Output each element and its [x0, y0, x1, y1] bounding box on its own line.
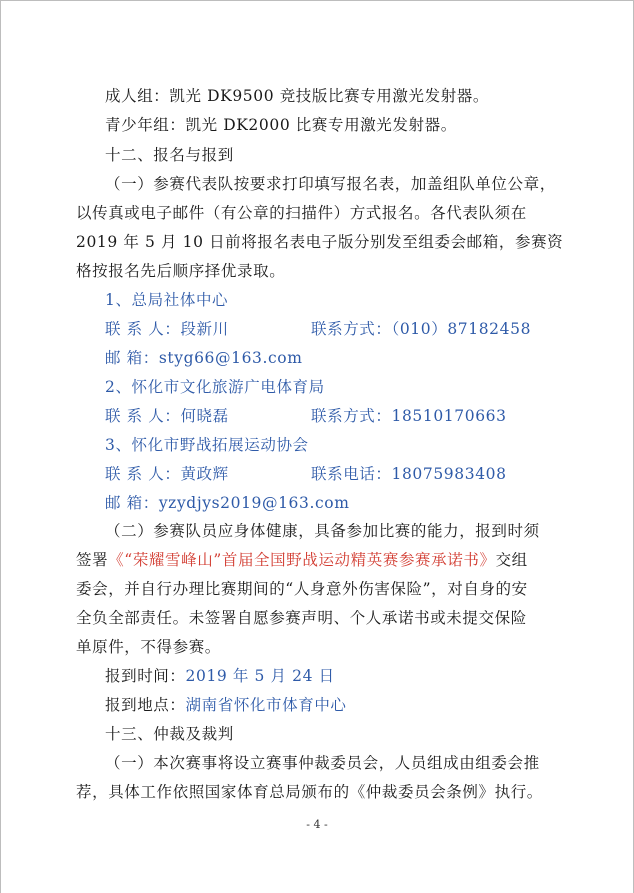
paragraph-1-line-4: 格按报名先后顺序择优录取。	[76, 262, 286, 280]
adult-group-line: 成人组：凯光 DK9500 竞技版比赛专用激光发射器。	[105, 87, 490, 105]
checkin-place-line	[105, 695, 347, 715]
checkin-time-label: 报到时间：	[105, 667, 186, 685]
paragraph-2-sign-text: 签署	[76, 551, 109, 569]
org-3-contact-phone: 联系电话：18075983408	[311, 465, 507, 483]
org-3-email: 邮 箱：yzydjys2019@163.com	[105, 494, 350, 512]
paragraph-2-line-4: 全负全部责任。未签署自愿参赛声明、个人承诺书或未提交保险	[76, 609, 527, 627]
org-2-contact-person: 联 系 人：何晓磊	[105, 407, 229, 425]
page-border-left	[0, 0, 1, 893]
org-2-contact-row	[105, 406, 507, 426]
youth-group-line: 青少年组：凯光 DK2000 比赛专用激光发射器。	[105, 116, 457, 134]
org-1-contact-method: 联系方式：（010）87182458	[311, 320, 532, 338]
org-2-contact-method: 联系方式：18510170663	[311, 407, 507, 425]
checkin-time-value: 2019 年 5 月 24 日	[185, 667, 335, 685]
org-3-title: 3、怀化市野战拓展运动协会	[105, 436, 309, 454]
paragraph-2-line-5: 单原件，不得参赛。	[76, 638, 221, 656]
paragraph-1-line-3: 2019 年 5 月 10 日前将报名表电子版分别发至组委会邮箱，参赛资	[76, 233, 564, 251]
checkin-place-label: 报到地点：	[105, 696, 186, 714]
org-3-contact-row	[105, 464, 507, 484]
org-1-contact-row	[105, 319, 532, 339]
org-1-contact-person: 联 系 人：段新川	[105, 320, 229, 338]
paragraph-2-line-3: 委会，并自行办理比赛期间的“人身意外伤害保险”，对自身的安	[76, 580, 528, 598]
checkin-place-value: 湖南省怀化市体育中心	[185, 696, 347, 714]
page-border-top	[0, 0, 634, 1]
paragraph-1-line-1: （一）参赛代表队按要求打印填写报名表，加盖组队单位公章，	[105, 175, 556, 193]
page-number: - 4 -	[306, 818, 328, 831]
paragraph-2-submit-text: 交组	[495, 551, 528, 569]
org-1-email: 邮 箱：styg66@163.com	[105, 349, 303, 367]
paragraph-1-line-2: 以传真或电子邮件（有公章的扫描件）方式报名。各代表队须在	[76, 204, 527, 222]
org-3-contact-person: 联 系 人：黄政辉	[105, 465, 229, 483]
checkin-time-line	[105, 666, 335, 686]
org-1-title: 1、总局社体中心	[105, 291, 229, 309]
paragraph-2-line-1: （二）参赛队员应身体健康，具备参加比赛的能力，报到时须	[105, 522, 540, 540]
org-2-title: 2、怀化市文化旅游广电体育局	[105, 378, 325, 396]
commitment-letter-title: 《“荣耀雪峰山”首届全国野战运动精英赛参赛承诺书》	[108, 551, 496, 569]
paragraph-3-line-2: 荐，具体工作依照国家体育总局颁布的《仲裁委员会条例》执行。	[76, 783, 543, 801]
section-13-heading: 十三、仲裁及裁判	[105, 725, 234, 743]
paragraph-2-line-2	[76, 550, 528, 570]
section-12-heading: 十二、报名与报到	[105, 146, 234, 164]
paragraph-3-line-1: （一）本次赛事将设立赛事仲裁委员会，人员组成由组委会推	[105, 754, 540, 772]
